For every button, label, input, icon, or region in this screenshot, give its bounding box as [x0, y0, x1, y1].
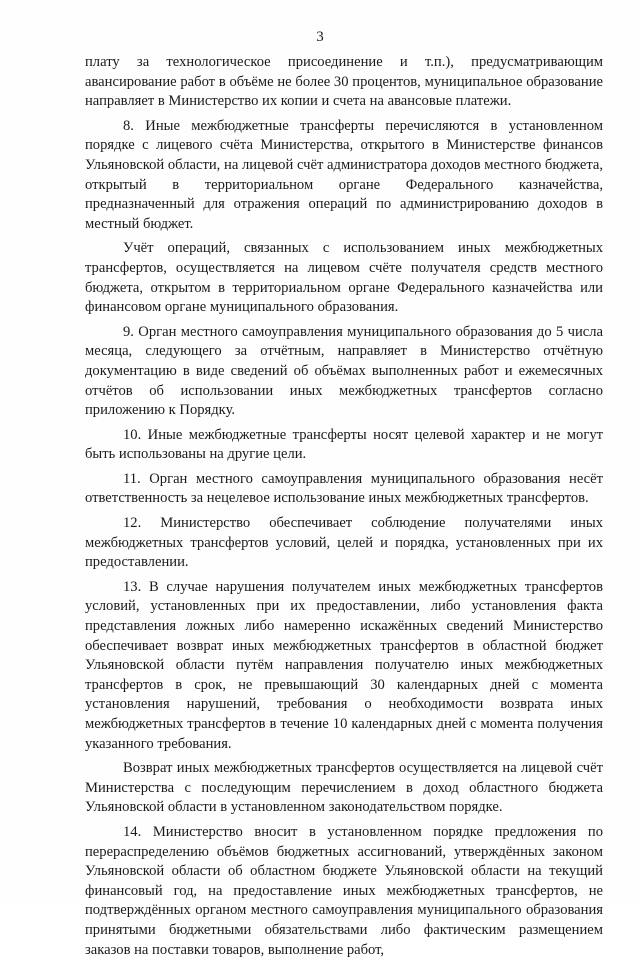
paragraph-14: 14. Министерство вносит в установленном порядке предложения по перераспределению объёмов бюджетных ассигнований, утверждённых законом Ульяновской области об областном бюджете Ульяновской области на текущий финансовый год, на предоставление иных межбюджетных трансфертов, не подтверждённых органом местного самоуправления муниципального образования принятыми бюджетными обязательствами либо фактическим размещением заказов на поставки товаров, выполнение работ,: [85, 823, 603, 958]
paragraph-13: 13. В случае нарушения получателем иных межбюджетных трансфертов условий, установленных при их предоставлении, либо установления факта представления ложных либо намеренно искажённых сведений Министерство обеспечивает возврат иных межбюджетных трансфертов в областной бюджет Ульяновской области путём направления получателю иных межбюджетных трансфертов в срок, не превышающий 30 календарных дней с момента установления нарушений, требования о необходимости возврата иных межбюджетных трансфертов в течение 10 календарных дней с момента получения указанного требования.: [85, 578, 603, 752]
paragraph-9: 9. Орган местного самоуправления муниципального образования до 5 числа месяца, следующего за отчётным, направляет в Министерство отчётную документацию в виде сведений об объёмах выполненных работ и ежемесячных отчётов об использовании иных межбюджетных трансфертов согласно приложению к Порядку.: [85, 323, 603, 419]
paragraph-13-refund: Возврат иных межбюджетных трансфертов осуществляется на лицевой счёт Министерства с последующим перечислением в доход областного бюджета Ульяновской области в установленном законодательством порядке.: [85, 760, 603, 816]
paragraph-8-accounting: Учёт операций, связанных с использованием иных межбюджетных трансфертов, осуществляется на лицевом счёте получателя средств местного бюджета, открытом в территориальном органе Федерального казначейства или финансовом органе муниципального образования.: [85, 240, 603, 316]
document-body: [85, 53, 603, 965]
page-number: 3: [316, 29, 324, 45]
paragraph-continuation: плату за технологическое присоединение и т.п.), предусматривающим авансирование работ в объёме не более 30 процентов, муниципальное образование направляет в Министерство их копии и счета на авансовые платежи.: [85, 54, 603, 110]
paragraph-10: 10. Иные межбюджетные трансферты носят целевой характер и не могут быть использованы на другие цели.: [85, 426, 603, 463]
paragraph-8: 8. Иные межбюджетные трансферты перечисляются в установленном порядке с лицевого счёта Министерства, открытого в Министерстве финансов Ульяновской области, на лицевой счёт администратора доходов местного бюджета, открытый в территориальном органе Федерального казначейства, предназначенный для отражения операций по администрированию доходов в местный бюджет.: [85, 117, 603, 232]
paragraph-12: 12. Министерство обеспечивает соблюдение получателями иных межбюджетных трансфертов условий, целей и порядка, установленных при их предоставлении.: [85, 515, 603, 571]
paragraph-11: 11. Орган местного самоуправления муниципального образования несёт ответственность за нецелевое использование иных межбюджетных трансфертов.: [85, 470, 603, 507]
